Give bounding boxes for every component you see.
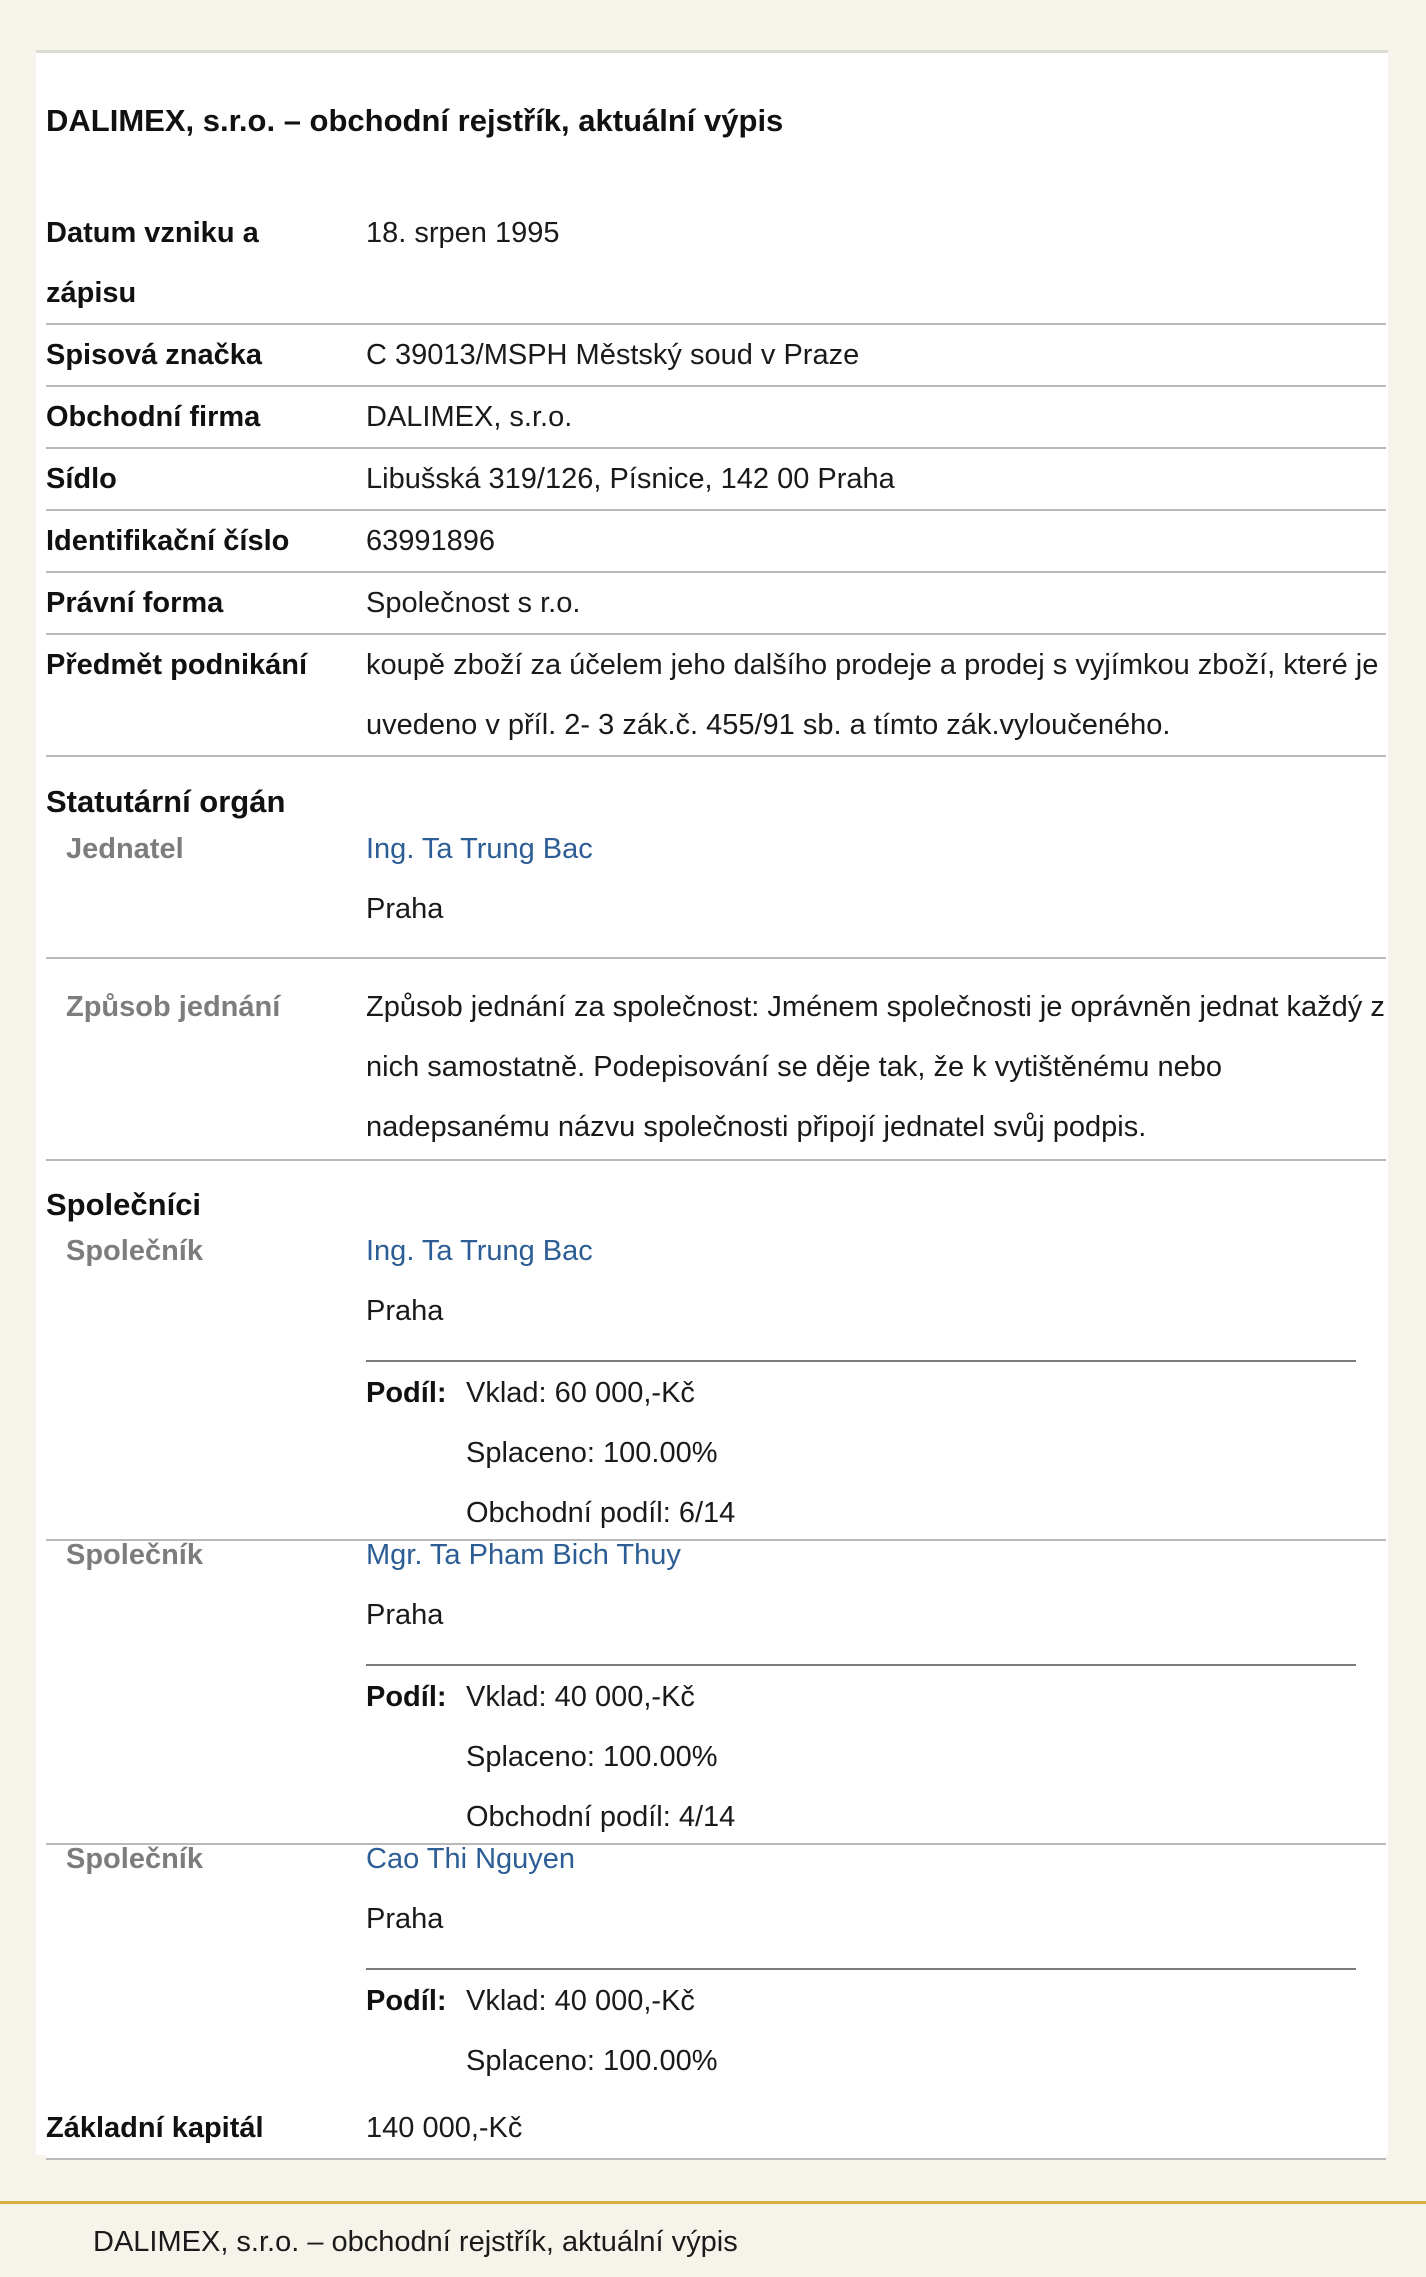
field-label: Spisová značka (46, 339, 262, 371)
section-heading-partners: Společníci (46, 1187, 202, 1222)
partner-label: Společník (66, 1539, 203, 1571)
partner-row (46, 1525, 1386, 1845)
footer-text: DALIMEX, s.r.o. – obchodní rejstřík, aktuální výpis (93, 2226, 738, 2258)
field-value: koupě zboží za účelem jeho dalšího prodeje a prodej s vyjímkou zboží, které je uvedeno v příl. 2- 3 zák.č. 455/91 sb. a tímto zák.vyloučeného. (366, 649, 1379, 741)
field-row-registered-capital (46, 2098, 1386, 2160)
partner-name-link[interactable]: Ing. Ta Trung Bac (366, 1235, 593, 1267)
field-value: C 39013/MSPH Městský soud v Praze (366, 339, 860, 371)
partner-name-link[interactable]: Cao Thi Nguyen (366, 1843, 576, 1875)
divider (366, 1664, 1356, 1666)
field-row-ico (46, 511, 1386, 573)
share-ratio: Obchodní podíl: 6/14 (466, 1497, 736, 1529)
share-ratio: Obchodní podíl: 4/14 (466, 1801, 736, 1833)
field-label: Obchodní firma (46, 401, 261, 433)
field-label: Identifikační číslo (46, 525, 290, 557)
jednatel-name-link[interactable]: Ing. Ta Trung Bac (366, 833, 593, 865)
statutory-jednatel-row (46, 819, 1386, 959)
page-title: DALIMEX, s.r.o. – obchodní rejstřík, aktuální výpis (46, 103, 784, 138)
jednatel-label: Jednatel (66, 833, 184, 865)
field-value: 18. srpen 1995 (366, 217, 560, 249)
field-value: 140 000,-Kč (366, 2112, 523, 2144)
share-label: Podíl: (366, 1681, 447, 1713)
share-deposit: Vklad: 40 000,-Kč (466, 1681, 695, 1713)
partner-name-link[interactable]: Mgr. Ta Pham Bich Thuy (366, 1539, 681, 1571)
field-label: Základní kapitál (46, 2112, 264, 2144)
partner-city: Praha (366, 1903, 444, 1935)
field-value: DALIMEX, s.r.o. (366, 401, 573, 433)
divider (366, 1360, 1356, 1362)
partner-city: Praha (366, 1295, 444, 1327)
field-label: Předmět podnikání (46, 649, 308, 681)
share-paid: Splaceno: 100.00% (466, 2045, 718, 2077)
field-row-company-name (46, 387, 1386, 449)
footer (0, 2201, 1426, 2277)
field-row-legal-form (46, 573, 1386, 635)
field-value: Libušská 319/126, Písnice, 142 00 Praha (366, 463, 895, 495)
share-label: Podíl: (366, 1985, 447, 2017)
field-label: Sídlo (46, 463, 117, 495)
share-paid: Splaceno: 100.00% (466, 1437, 718, 1469)
field-value: 63991896 (366, 525, 496, 557)
field-row-address (46, 449, 1386, 511)
method-text: Způsob jednání za společnost: Jménem společnosti je oprávněn jednat každý z nich samostatně. Podepisování se děje tak, že k vytištěnému nebo nadepsanému názvu společnosti připojí jednatel svůj podpis. (366, 991, 1385, 1143)
register-extract-card (36, 50, 1388, 2155)
field-label: Datum vzniku a zápisu (46, 217, 259, 309)
partner-label: Společník (66, 1235, 203, 1267)
field-row-file-number (46, 325, 1386, 387)
jednatel-city: Praha (366, 893, 444, 925)
field-row-founding-date (46, 203, 1386, 325)
share-deposit: Vklad: 40 000,-Kč (466, 1985, 695, 2017)
statutory-method-row (46, 959, 1386, 1161)
partner-row (46, 1221, 1386, 1541)
share-paid: Splaceno: 100.00% (466, 1741, 718, 1773)
partner-city: Praha (366, 1599, 444, 1631)
field-label: Právní forma (46, 587, 224, 619)
section-heading-statutory: Statutární orgán (46, 784, 286, 819)
method-label: Způsob jednání (66, 991, 281, 1023)
partner-label: Společník (66, 1843, 203, 1875)
share-deposit: Vklad: 60 000,-Kč (466, 1377, 695, 1409)
divider (366, 1968, 1356, 1970)
field-row-business-scope (46, 635, 1386, 757)
field-value: Společnost s r.o. (366, 587, 581, 619)
share-label: Podíl: (366, 1377, 447, 1409)
